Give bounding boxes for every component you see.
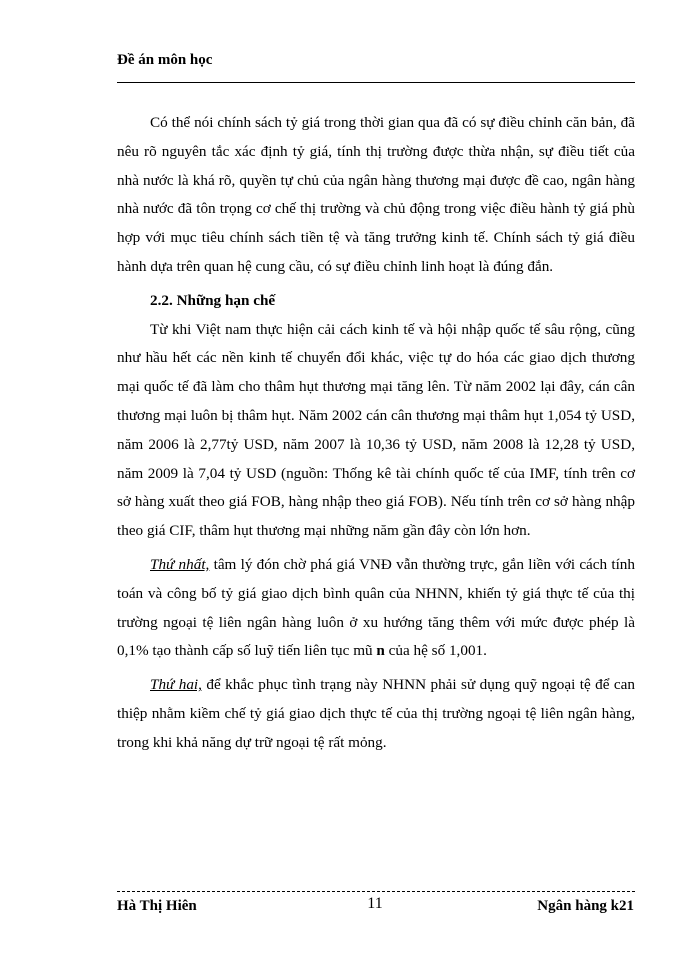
first-limitation-text: tâm lý đón chờ phá giá VNĐ vẫn thường trực, gắn liền với cách tính toán và công bố tỷ giá giao dịch bình quân của NHNN, khiến tỷ giá thực tế của thị trường ngoại tệ liên ngân hàng luôn ở xu hướng tăng thêm với mức được phép là 0,1% tạo thành cấp số luỹ tiến liên tục mũ [117,555,635,660]
footer-class-name: Ngân hàng k21 [537,898,634,914]
second-limitation-lead: Thứ hai, [150,676,202,694]
header-rule [117,82,635,83]
exponent-n: n [376,642,385,660]
paragraph-policy-assessment: Có thể nói chính sách tỷ giá trong thời gian qua đã có sự điều chỉnh căn bản, đã nêu rõ nguyên tắc xác định tỷ giá, tính thị trường được thừa nhận, sự điều tiết của nhà nước là khá rõ, quyền tự chủ của ngân hàng thương mại được đề cao, ngân hàng nhà nước đã tôn trọng cơ chế thị trường và chủ động trong việc điều hành tỷ giá phù hợp với mục tiêu chính sách tiền tệ và tăng trưởng kinh tế. Chính sách tỷ giá điều hành dựa trên quan hệ cung cầu, có sự điều chỉnh linh hoạt là đúng đắn. [117,114,635,275]
paragraph-first-limitation [117,551,635,666]
footer-author: Hà Thị Hiên [117,898,197,914]
paragraph-trade-deficit: Từ khi Việt nam thực hiện cải cách kinh tế và hội nhập quốc tế sâu rộng, cũng như hầu hết các nền kinh tế chuyển đổi khác, việc tự do hóa các giao dịch thương mại quốc tế đã làm cho thâm hụt thương mại tăng lên. Từ năm 2002 lại đây, cán cân thương mại luôn bị thâm hụt. Năm 2002 cán cân thương mại thâm hụt 1,054 tỷ USD, năm 2006 là 2,77tỷ USD, năm 2007 là 10,36 tỷ USD, năm 2008 là 12,28 tỷ USD, năm 2009 là 7,04 tỷ USD (nguồn: Thống kê tài chính quốc tế của IMF, tính trên cơ sở hàng xuất theo giá FOB, hàng nhập theo giá FOB). Nếu tính trên cơ sở hàng nhập theo giá CIF, thâm hụt thương mại những năm gần đây còn lớn hơn. [117,320,635,540]
first-limitation-lead: Thứ nhất, [150,555,210,573]
first-limitation-end: của hệ số 1,001. [384,642,487,660]
section-heading: 2.2. Những hạn chế [150,291,276,309]
footer-rule [117,891,635,892]
page-header-title: Đề án môn học [117,52,213,68]
document-body [117,109,635,758]
paragraph-second-limitation [117,671,635,757]
page-number: 11 [367,895,383,912]
second-limitation-text: để khắc phục tình trạng này NHNN phải sử dụng quỹ ngoại tệ để can thiệp nhằm kiềm chế tỷ giá giao dịch thực tế của thị trường ngoại tệ liên ngân hàng, trong khi khả năng dự trữ ngoại tệ rất mỏng. [117,676,635,751]
